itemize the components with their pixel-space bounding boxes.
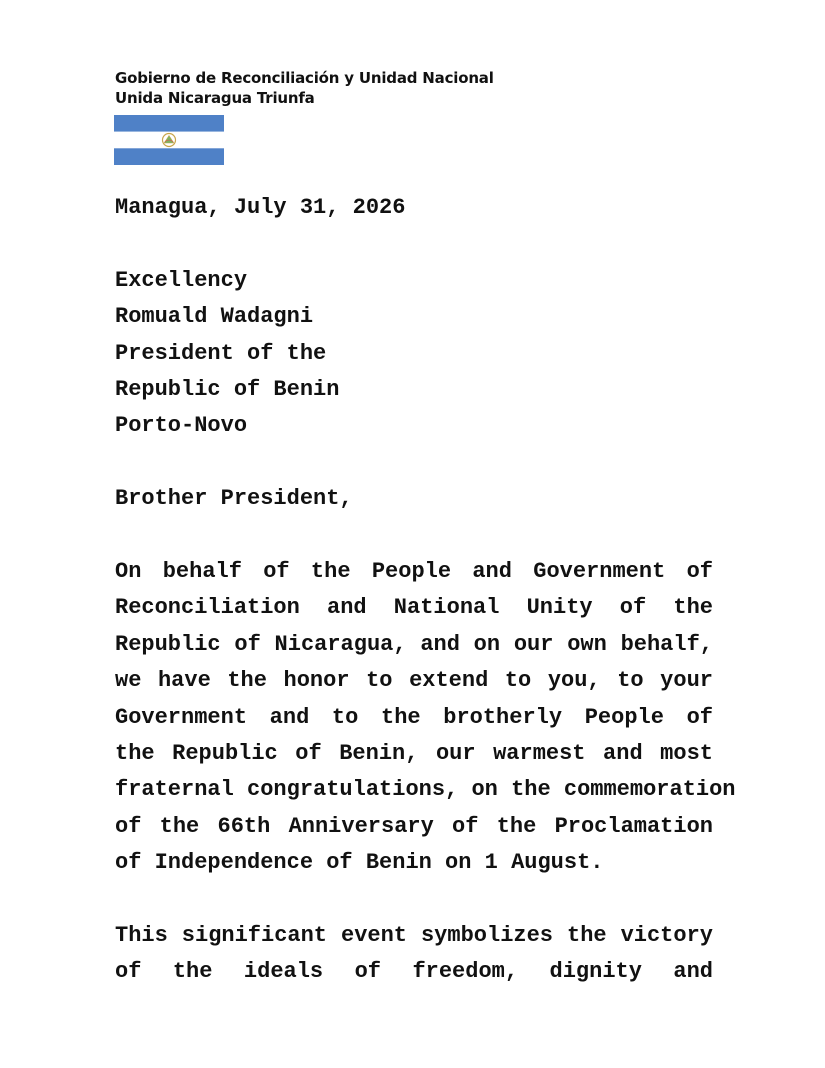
paragraph-congratulations (115, 554, 736, 882)
letter-date: Managua, July 31, 2026 (115, 195, 406, 220)
nicaragua-flag-icon (114, 115, 224, 165)
address-line: President of the (115, 340, 327, 366)
letter-body (115, 190, 736, 991)
recipient-address (115, 263, 713, 445)
paragraph-line: fraternal congratulations, on the commemoration (115, 777, 736, 803)
address-line: Porto-Novo (115, 413, 248, 439)
government-slogan: Unida Nicaragua Triunfa (115, 89, 315, 107)
paragraph-line: This significant event symbolizes the victory (115, 923, 713, 949)
paragraph-line: of the 66th Anniversary of the Proclamation (115, 813, 713, 839)
address-line: Republic of Benin (115, 377, 340, 403)
paragraph-line: the Republic of Benin, our warmest and most (115, 741, 713, 767)
paragraph-line: Reconciliation and National Unity of the (115, 595, 713, 621)
paragraph-line: Government and to the brotherly People of (115, 704, 713, 730)
paragraph-line: of the ideals of freedom, dignity and (115, 959, 713, 985)
address-line: Romuald Wadagni (115, 304, 314, 330)
paragraph-line: Republic of Nicaragua, and on our own behalf, (115, 631, 713, 657)
letterhead (115, 68, 494, 108)
paragraph-line: of Independence of Benin on 1 August. (115, 850, 604, 876)
address-line: Excellency (115, 267, 248, 293)
paragraph-line: we have the honor to extend to you, to your (115, 668, 713, 694)
paragraph-line: On behalf of the People and Government of (115, 559, 713, 585)
government-name: Gobierno de Reconciliación y Unidad Nacional (115, 69, 494, 87)
paragraph-significance (115, 918, 713, 991)
salutation: Brother President, (115, 486, 353, 512)
